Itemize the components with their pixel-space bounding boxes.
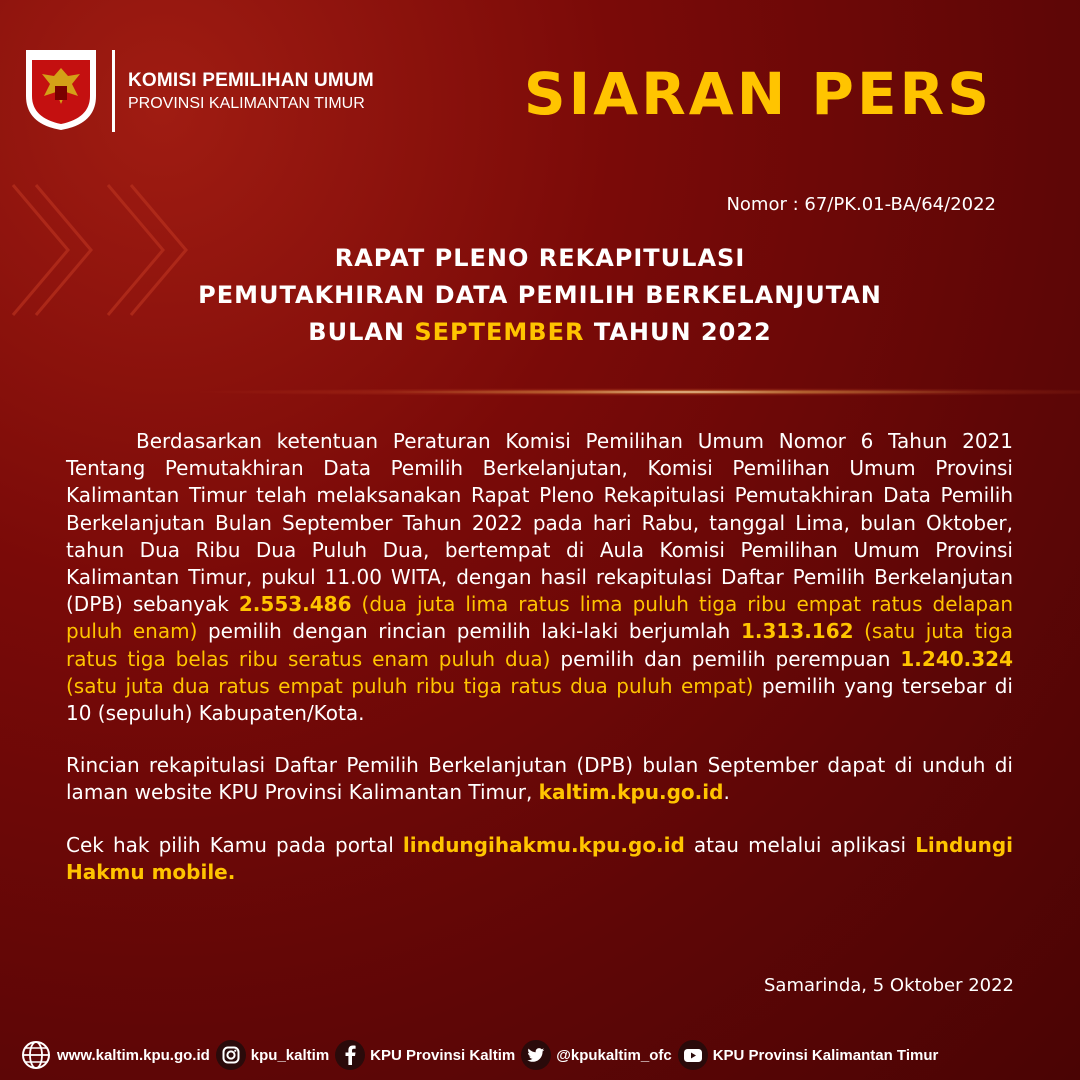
headline-year: TAHUN 2022	[584, 318, 772, 346]
instagram-icon	[216, 1040, 246, 1070]
page-title: SIARAN PERS	[523, 60, 992, 128]
female-voters: 1.240.324	[900, 646, 1013, 671]
paragraph-3-text: Cek hak pilih Kamu pada portal	[66, 832, 403, 857]
org-subtitle: PROVINSI KALIMANTAN TIMUR	[128, 95, 365, 112]
org-name: KOMISI PEMILIHAN UMUM	[128, 70, 374, 91]
paragraph-1	[66, 428, 1013, 727]
website-label: www.kaltim.kpu.go.id	[57, 1046, 210, 1064]
headline-line-3	[0, 314, 1080, 351]
paragraph-2-text: Rincian rekapitulasi Daftar Pemilih Berkelanjutan (DPB) bulan September dapat di unduh di laman website KPU Provinsi Kalimantan Timur,	[66, 753, 1013, 805]
paragraph-2	[66, 752, 1013, 806]
document-number: Nomor : 67/PK.01-BA/64/2022	[726, 194, 996, 215]
footer-youtube[interactable]	[678, 1040, 939, 1070]
female-voters-words: (satu juta dua ratus empat puluh ribu tiga ratus dua puluh empat)	[66, 673, 754, 698]
footer-twitter[interactable]	[521, 1040, 672, 1070]
headline-line-2: PEMUTAKHIRAN DATA PEMILIH BERKELANJUTAN	[198, 281, 882, 309]
twitter-label: @kpukaltim_ofc	[556, 1046, 672, 1064]
paragraph-1-text-4: pemilih yang tersebar di 10 (sepuluh) Kabupaten/Kota.	[66, 673, 1013, 726]
footer-facebook[interactable]	[335, 1040, 515, 1070]
globe-icon	[20, 1039, 52, 1071]
dateline: Samarinda, 5 Oktober 2022	[764, 975, 1014, 996]
portal-link[interactable]: lindungihakmu.kpu.go.id	[402, 832, 685, 857]
paragraph-1-text-2: pemilih dengan rincian pemilih laki-laki berjumlah	[197, 619, 741, 644]
footer-instagram[interactable]	[216, 1040, 329, 1070]
paragraph-1-text-3: pemilih dan pemilih perempuan	[550, 646, 901, 671]
kpu-logo	[22, 46, 100, 132]
app-name: Lindungi Hakmu mobile.	[66, 832, 1013, 884]
header-divider	[112, 50, 115, 132]
male-voters: 1.313.162	[740, 619, 854, 644]
total-voters: 2.553.486	[238, 592, 352, 617]
instagram-label: kpu_kaltim	[250, 1046, 330, 1064]
facebook-label: KPU Provinsi Kaltim	[370, 1046, 516, 1064]
youtube-label: KPU Provinsi Kalimantan Timur	[712, 1046, 939, 1064]
paragraph-2-end: .	[723, 780, 730, 805]
paragraph-3-text-2: atau melalui aplikasi	[684, 832, 916, 857]
website-link[interactable]: kaltim.kpu.go.id	[538, 780, 724, 805]
total-voters-words: (dua juta lima ratus lima puluh tiga ribu empat ratus delapan puluh enam)	[66, 592, 1013, 644]
footer-contacts	[20, 1038, 944, 1072]
paragraph-3	[66, 832, 1013, 886]
footer-website[interactable]	[20, 1039, 210, 1071]
headline-month: SEPTEMBER	[414, 318, 585, 346]
press-release-body	[66, 428, 1013, 911]
paragraph-1-text: Berdasarkan ketentuan Peraturan Komisi Pemilihan Umum Nomor 6 Tahun 2021 Tentang Pemutakhiran Data Pemilih Berkelanjutan, Komisi Pemilihan Umum Provinsi Kalimantan Timur telah melaksanakan Rapat Pleno Rekapitulasi Pemutakhiran Data Pemilih Berkelanjutan Bulan September Tahun 2022 pada hari Rabu, tanggal Lima, bulan Oktober, tahun Dua Ribu Dua Puluh Dua, bertempat di Aula Komisi Pemilihan Umum Provinsi Kalimantan Timur, pukul 11.00 WITA, dengan hasil rekapitulasi Daftar Pemilih Berkelanjutan (DPB) sebanyak	[66, 429, 1013, 617]
headline-line-1: RAPAT PLENO REKAPITULASI	[334, 244, 746, 272]
headline	[0, 240, 1080, 351]
facebook-icon	[335, 1040, 365, 1070]
male-voters-words: (satu juta tiga ratus tiga belas ribu seratus enam puluh dua)	[66, 619, 1013, 671]
headline-month-prefix: BULAN	[308, 318, 415, 346]
youtube-icon	[678, 1040, 708, 1070]
twitter-icon	[521, 1040, 551, 1070]
light-divider	[200, 388, 1080, 396]
